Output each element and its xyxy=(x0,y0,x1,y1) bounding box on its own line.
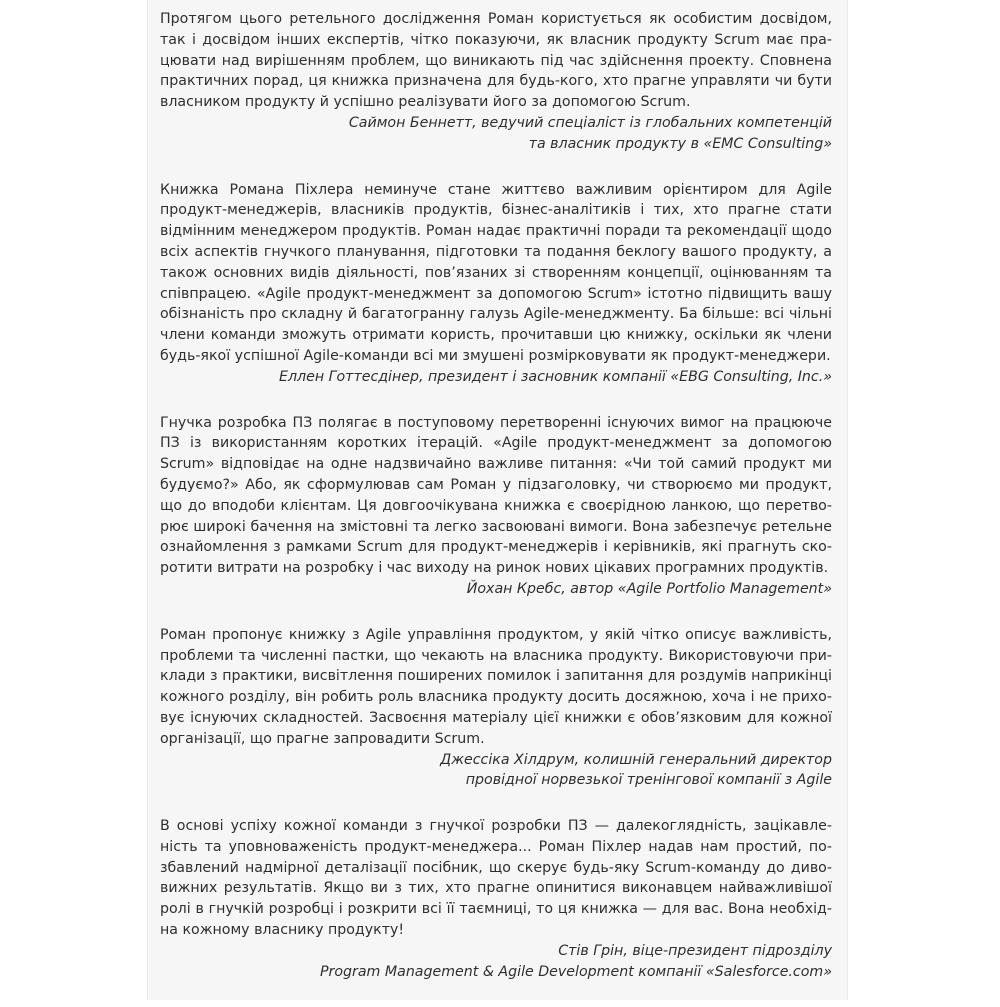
quote-attribution xyxy=(160,750,832,792)
attribution-line: провідної норвезької тренінгової компанії з Agile xyxy=(465,772,832,789)
quote-text: Гнучка розробка ПЗ полягає в поступовому перетворенні існуючих вимог на працююче ПЗ із використанням коротких ітерацій. «Agile продукт-менеджмент за допомогою Scrum» відповідає на одне надзвичайно важливе питання: «Чи той самий продукт ми будуємо?» Або, як сформулював сам Роман у підзаголовку, чи створюємо ми продукт, що до вподоби клієнтам. Ця довгоочікувана книжка є своєрідною ланкою, що перетворює широкі бачення на змістовні та легко засвоювані вимоги. Вона забезпечує ретельне ознайомлення з рамками Scrum для продукт-менеджерів і керівників, які прагнуть скоротити витрати на розробку і час виходу на ринок нових цікавих програмних продуктів. xyxy=(160,414,832,577)
attribution-line: Еллен Готтесдінер, президент і засновник компанії «EBG Consulting, Inc.» xyxy=(278,368,832,385)
review-quote-2 xyxy=(160,180,832,388)
quote-attribution xyxy=(160,367,832,388)
quote-text: Протягом цього ретельного дослідження Роман користується як особистим досвідом, так і досвідом інших експертів, чітко показуючи, як власник продукту Scrum має працювати над вирішенням проблем, що виникають під час здійснення проекту. Сповнена практичних порад, ця книжка призначена для будь-кого, хто прагне управляти чи бути власником продукту й успішно реалізувати його за допомогою Scrum. xyxy=(160,11,832,111)
attribution-line: та власник продукту в «EMC Consulting» xyxy=(528,135,832,152)
quote-text: Книжка Романа Піхлера неминуче стане життєво важливим орієнтиром для Agile продукт-менеджерів, власників продуктів, бізнес-аналітиків і тих, хто прагне стати відмінним менеджером продуктів. Роман надає практичні поради та рекомендації щодо всіх аспектів гнучкого планування, підготовки та подання беклогу вашого продукту, а також основних видів діяльності, пов’язаних зі створенням концепції, оцінюванням та співпрацею. «Agile продукт-менеджмент за допомогою Scrum» істотно підвищить вашу обізнаність про складну й багатогранну галузь Agile-менеджменту. Ба більше: всі чільні члени команди зможуть отримати користь, прочитавши цю книжку, оскільки як члени будь-якої успішної Agile-команди всі ми змушені розмірковувати як продукт-менеджери. xyxy=(160,181,832,364)
attribution-line: Стів Грін, віце-президент підрозділу xyxy=(558,942,832,959)
review-quote-3 xyxy=(160,413,832,600)
review-quote-1 xyxy=(160,9,832,155)
attribution-line: Йохан Кребс, автор «Agile Portfolio Management» xyxy=(466,580,832,597)
quote-attribution xyxy=(160,113,832,155)
attribution-line: Джессіка Хілдрум, колишній генеральний директор xyxy=(440,751,832,768)
quote-attribution xyxy=(160,579,832,600)
attribution-line: Program Management & Agile Development компанії «Salesforce.com» xyxy=(319,963,832,980)
review-quote-4 xyxy=(160,625,832,791)
document-page xyxy=(160,9,832,1007)
attribution-line: Саймон Беннетт, ведучий спеціаліст із глобальних компетенцій xyxy=(348,114,832,131)
review-quote-5 xyxy=(160,816,832,982)
quote-attribution xyxy=(160,941,832,983)
quote-text: Роман пропонує книжку з Agile управління продуктом, у якій чітко описує важливість, проблеми та численні пастки, що чекають на власника продукту. Використовуючи приклади з практики, висвітлення поширених помилок і запитання для роздумів наприкінці кожного розділу, він робить роль власника продукту досить досяжною, хоча і не приховує існуючих складностей. Засвоєння матеріалу цієї книжки є обов’язковим для кожної організації, що прагне запровадити Scrum. xyxy=(160,626,832,747)
quote-text: В основі успіху кожної команди з гнучкої розробки ПЗ — далекоглядність, зацікавленість та уповноваженість продукт-менеджера... Роман Піхлер надав нам простий, позбавлений надмірної деталізації посібник, що скерує будь-яку Scrum-команду до дивовижних результатів. Якщо ви з тих, хто прагне опинитися виконавцем найважливішої ролі в гнучкій розробці і розкрити всі її таємниці, то ця книжка — для вас. Вона необхідна кожному власнику продукту! xyxy=(160,818,832,939)
